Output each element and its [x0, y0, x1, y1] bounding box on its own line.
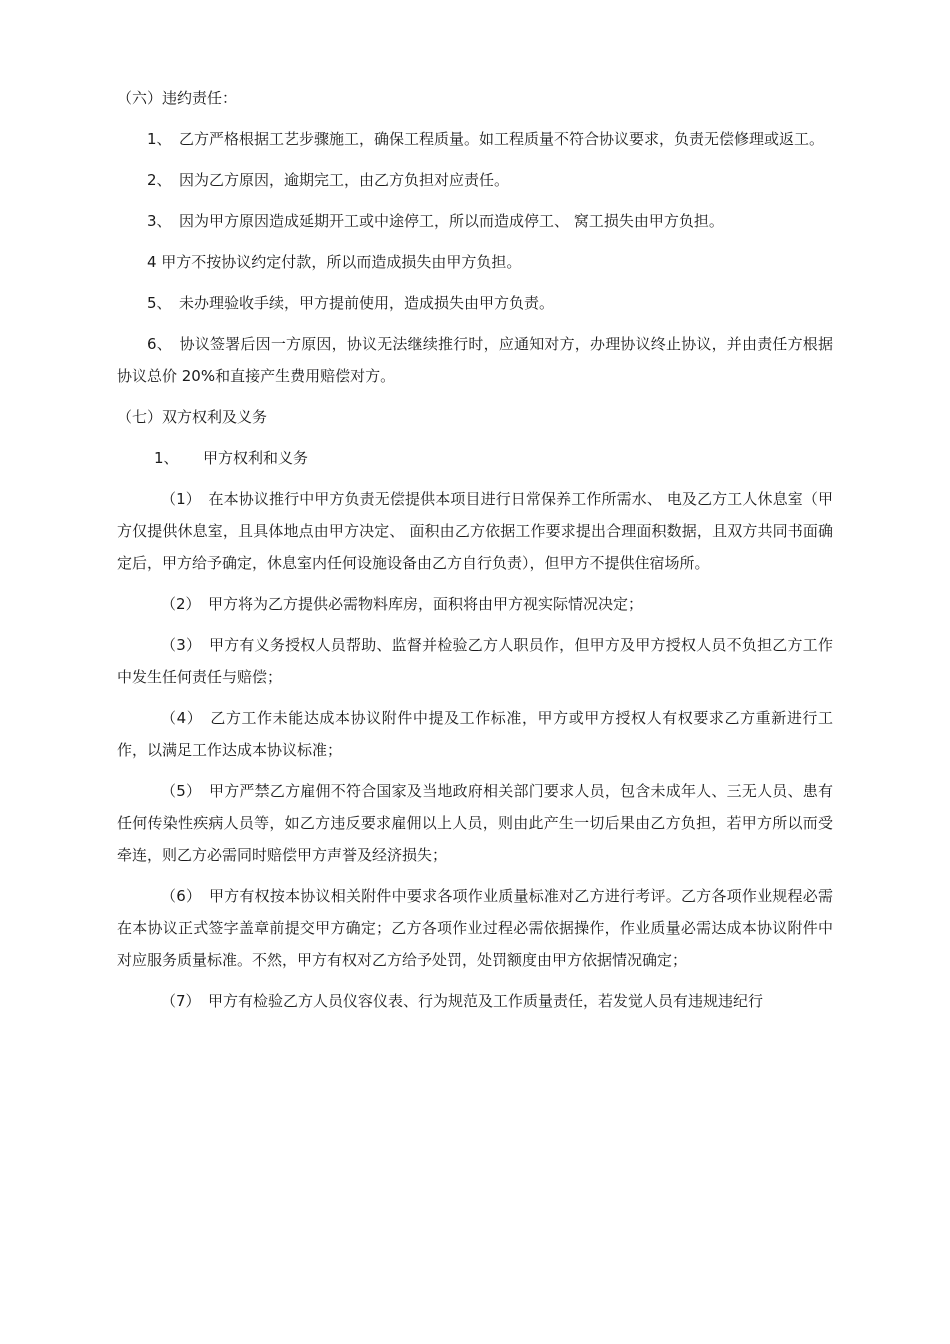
clause-1: （1） 在本协议推行中甲方负责无偿提供本项目进行日常保养工作所需水、 电及乙方工人休息室（甲方仅提供休息室，且具体地点由甲方决定、 面积由乙方依据工作要求提出合理面积数据，且双方共同书面确定后，甲方给予确定，休息室内任何设施设备由乙方自行负责），但甲方不提供住宿场所。 — [117, 490, 833, 572]
subheading-title: 甲方权利和义务 — [203, 449, 309, 467]
clause-5: （5） 甲方严禁乙方雇佣不符合国家及当地政府相关部门要求人员，包含未成年人、三无人员、患有任何传染性疾病人员等，如乙方违反要求雇佣以上人员，则由此产生一切后果由乙方负担，若甲方所以而受牵连，则乙方必需同时赔偿甲方声誉及经济损失； — [117, 782, 833, 864]
clause-7: （7） 甲方有检验乙方人员仪容仪表、行为规范及工作质量责任，若发觉人员有违规违纪行 — [161, 992, 764, 1010]
clause-2: （2） 甲方将为乙方提供必需物料库房，面积将由甲方视实际情况决定； — [161, 595, 644, 613]
contract-body — [117, 82, 833, 1026]
section-6-heading: （六）违约责任： — [117, 89, 238, 107]
clause-6: （6） 甲方有权按本协议相关附件中要求各项作业质量标准对乙方进行考评。乙方各项作业规程必需在本协议正式签字盖章前提交甲方确定；乙方各项作业过程必需依据操作，作业质量必需达成本协议附件中对应服务质量标准。不然，甲方有权对乙方给予处罚，处罚额度由甲方依据情况确定； — [117, 887, 833, 969]
section-7-heading: （七）双方权利及义务 — [117, 408, 268, 426]
subheading-number: 1、 — [154, 449, 179, 467]
section-6-item-5: 5、 未办理验收手续，甲方提前使用，造成损失由甲方负责。 — [147, 294, 555, 312]
clause-3: （3） 甲方有义务授权人员帮助、监督并检验乙方人职员作，但甲方及甲方授权人员不负担乙方工作中发生任何责任与赔偿； — [117, 636, 833, 686]
section-7-subheading — [117, 442, 833, 474]
section-6-item-4: 4 甲方不按协议约定付款，所以而造成损失由甲方负担。 — [147, 253, 522, 271]
clause-4: （4） 乙方工作未能达成本协议附件中提及工作标准，甲方或甲方授权人有权要求乙方重新进行工作，以满足工作达成本协议标准； — [117, 709, 833, 759]
section-6-item-3: 3、 因为甲方原因造成延期开工或中途停工，所以而造成停工、 窝工损失由甲方负担。 — [147, 212, 724, 230]
section-6-item-2: 2、 因为乙方原因，逾期完工，由乙方负担对应责任。 — [147, 171, 510, 189]
section-6-item-6: 6、 协议签署后因一方原因，协议无法继续推行时，应通知对方，办理协议终止协议，并由责任方根据协议总价 20%和直接产生费用赔偿对方。 — [117, 335, 833, 385]
section-6-item-1: 1、 乙方严格根据工艺步骤施工，确保工程质量。如工程质量不符合协议要求，负责无偿修理或返工。 — [147, 130, 825, 148]
